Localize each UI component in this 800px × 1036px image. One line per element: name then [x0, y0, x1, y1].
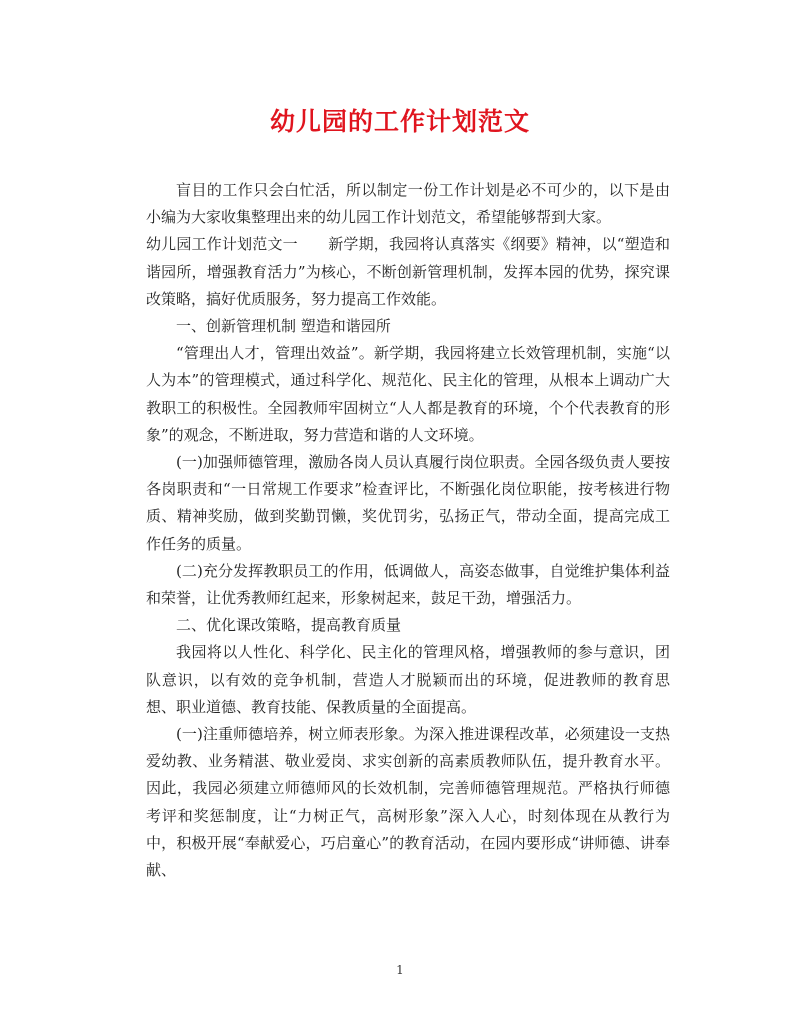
paragraph-intro: 盲目的工作只会白忙活，所以制定一份工作计划是必不可少的，以下是由小编为大家收集整理出来的幼儿园工作计划范文，希望能够帮到大家。 [146, 181, 670, 227]
paragraph-item-2-1: (一)注重师德培养，树立师表形象。为深入推进课程改革，必须建设一支热爱幼教、业务精湛、敬业爱岗、求实创新的高素质教师队伍，提升教育水平。因此，我园必须建立师德师风的长效机制，完善师德管理规范。严格执行师德考评和奖惩制度，让“力树正气，高树形象”深入人心，时刻体现在从教行为中，积极开展“奉献爱心，巧启童心”的教育活动，在园内要形成“讲师德、讲奉献、 [146, 725, 670, 880]
document-body [146, 177, 670, 884]
paragraph-curriculum: 我园将以人性化、科学化、民主化的管理风格，增强教师的参与意识，团队意识，以有效的竞争机制，营造人才脱颖而出的环境，促进教师的教育思想、职业道德、教育技能、保教质量的全面提高。 [146, 643, 670, 716]
paragraph-item-1-2: (二)充分发挥教职员工的作用，低调做人，高姿态做事，自觉维护集体利益和荣誉，让优秀教师红起来，形象树起来，鼓足干劲，增强活力。 [146, 561, 670, 608]
paragraph-management: “管理出人才，管理出效益”。新学期，我园将建立长效管理机制，实施“以人为本”的管理模式，通过科学化、规范化、民主化的管理，从根本上调动广大教职工的积极性。全园教师牢固树立“人人都是教育的环境，个个代表教育的形象”的观念，不断进取，努力营造和谐的人文环境。 [146, 344, 670, 444]
document-title: 幼儿园的工作计划范文 [269, 107, 530, 136]
paragraph-item-1-1: (一)加强师德管理，激励各岗人员认真履行岗位职责。全园各级负责人要按各岗职责和“一日常规工作要求”检查评比，不断强化岗位职能，按考核进行物质、精神奖励，做到奖勤罚懒，奖优罚劣，弘扬正气，带动全面，提高完成工作任务的质量。 [146, 453, 670, 553]
section-heading-two: 二、优化课改策略，提高教育质量 [176, 616, 402, 635]
page-number: 1 [396, 963, 404, 977]
paragraph-sample-one-intro: 幼儿园工作计划范文一 新学期，我园将认真落实《纲要》精神，以“塑造和谐园所，增强教育活力”为核心，不断创新管理机制，发挥本园的优势，探究课改策略，搞好优质服务，努力提高工作效能。 [146, 235, 670, 308]
section-heading-one: 一、创新管理机制 塑造和谐园所 [176, 317, 391, 336]
